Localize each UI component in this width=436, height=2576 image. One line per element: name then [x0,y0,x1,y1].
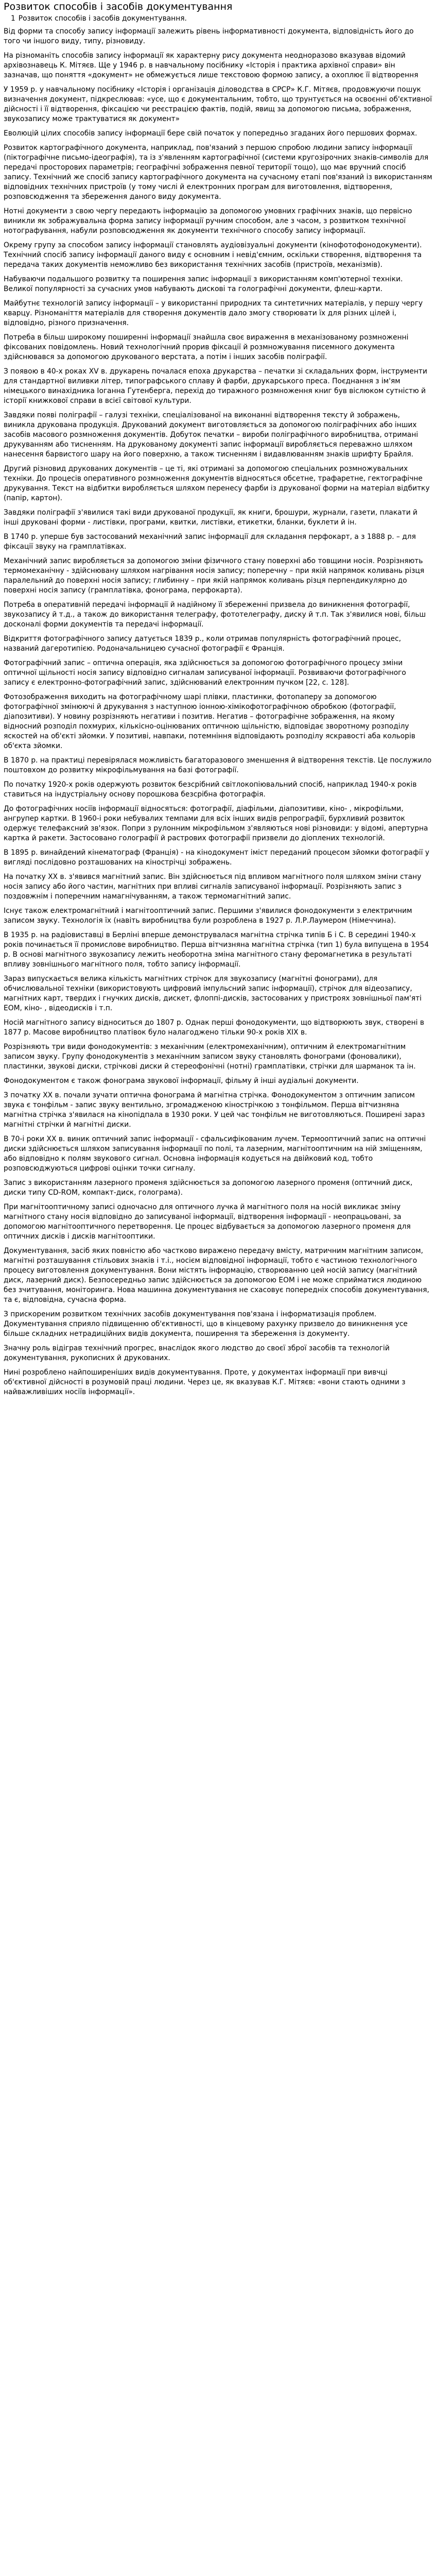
body-paragraph: Потреба в більш широкому поширенні інформації знайшла своє вираження в механізованому розмноженні фіксованих повідомлень. Новий технологічний прорив фіксації й розмножування писемного документа здійснювався за допомогою друкованого верстата, а потім і інших засобів поліграфії. [4,333,409,361]
body-paragraph: При магнітооптичному записі одночасно для оптичного лучка й магнітного поля на носій викликає зміну магнітного стану носія відповідно до записуваної інформації, відтворення інформації - неопрацьовані, за допомогою магнітооптичного перетворення. Це процес відбувається за допомогою лазерного променя для оптичних дисків і дисків магнітооптики. [4,1203,411,1241]
body-paragraph: До фотографічних носіїв інформації відносяться: фотографії, діафільми, діапозитиви, кіно- , мікрофільми, ангрупер картки. В 1960-і роки небувалих темпами для всіх інших видів репрографії, бурхливий розвиток одержує телефаксний зв'язок. Попри з рулонним мікрофільмом з'являються нові різновиди: у відомі, апертурна картка й ракети. Застосовано голографії й растрових фотографії призвели до діоплених технологій. [4,805,428,842]
body-paragraph: Завдяки появі поліграфії – галузі техніки, спеціалізованої на виконанні відтворення тексту й зображень, виникла друкована продукція. Друкований документ виготовляється за допомогою поліграфічних або інших засобів масового розмноження документів. Добуток печатки – вироби поліграфічного виробництва, отримані друкуванням або тисненням. На друкованому документі запис інформації виробляється переважно шляхом нанесення барвистого шару на його поверхню, а також тисненням і видавлюванням знаків шрифту Брайля. [4,411,418,459]
body-paragraph: З прискореним розвитком технічних засобів документування пов'язана і інформатизація проблем. Документування сприяло підвищенню об'єктивності, що в кінцевому рахунку призвело до виникнення усе більше складних нетрадиційних видів документа, поширення та збереження із документу. [4,1310,408,1338]
body-paragraph: Розвиток картографічного документа, наприклад, пов'язаний з першою спробою людини запису інформації (піктографічне письмо-ідеографія), та із з'явленням картографічної (системи кругозірочних знаків-символів для передачі просторових параметрів; географічні зображення певної території тощо), що має вручний спосіб запису. Технічний же спосіб запису картографічного документа на сучасному етапі пов'язаний із використанням відповідних технічних пристроїв (у тому числі й електронних програм для виготовлення, відтворення, розповсюдження та збереження даного виду документа. [4,144,432,201]
body-paragraph: Завдяки поліграфії з'явилися такі види друкованої продукції, як книги, брошури, журнали, газети, плакати й інші друковані форми - листівки, програми, квитки, листівки, етикетки, бланки, буклети й ін. [4,509,418,527]
body-paragraph: Відкриття фотографічного запису датується 1839 р., коли отримав популярність фотографічний процес, названий дагеротипією. Родоначальницею сучасної фотографії є Франція. [4,635,402,653]
body-paragraph: Набуваючи подальшого розвитку та поширення запис інформації з використанням комп'ютерної техніки. Великої популярності за сучасних умов набувають дискові та голографічні документи, флеш-карти. [4,275,403,293]
body-paragraph: У 1959 р. у навчальному посібнику «Історія і організація діловодства в СРСР» К.Г. Мітяєв, продовжуючи пошук визначення документ, підкреслював: «усе, що є документальним, тобто, що трунтується на освоєнні об'єктивної дійсності і її відтворення, фіксацією чи реєстрацією фактів, подій, явищ за допомогою письма, зображення, звукозапису може трактуватися як документ» [4,86,432,123]
body-paragraph: З появою в 40-х роках XV в. друкарень почалася епоха друкарства – печатки зі складальних форм, інструменти для стандартної виливки літер, типографського сплаву й фарби, друкарського преса. Поєднання з ім'ям німецького винахідника Іоганна Гутенберга, перехід до тиражного розмноження книг був віслюком сутністю й історії книжкової справи в всієї світової культури. [4,367,427,405]
body-paragraph: Другий різновид друкованих документів – це ті, які отримані за допомогою спеціальних розмножувальних техніки. До процесів оперативного розмноження документів відносяться обсетне, трафаретне, гектографічне друкування. Текст на відбитки виробляється шляхом перенесу фарби із друкованої форми на матеріал відбитку (папір, картон). [4,465,430,502]
document-body [4,27,432,1397]
body-paragraph: В 1895 р. винайдений кінематограф (Франція) - на кінодокумент іміст переданий процесом зйомки фотографії у вигляді послідовно розташованих на кінострічці зображень. [4,849,430,867]
body-paragraph: Зараз випускається велика кількість магнітних стрічок для звукозапису (магнітні фонограми), для обчислювальної техніки (використовують цифровий імпульсний запис інформації), стрічок для відеозапису, магнітних карт, твердих і гнучких дисків, дискет, флоппі-дисків, застосованих у пристроях зовнішньої пам'яті ЕОМ, кіно- , відеодисків і т.п. [4,975,422,1012]
table-of-contents [4,14,432,24]
body-paragraph: По початку 1920-х років одержують розвиток безсрібний світлокопіювальний спосіб, наприклад 1940-х років ставиться на індустріальну основу порошкова безсрібна фотографія. [4,781,417,799]
body-paragraph: В 1740 р. уперше був застосований механічний запис інформації для складання перфокарт, а з 1888 р. – для фіксації звуку на грамплатівках. [4,533,416,551]
body-paragraph: Від форми та способу запису інформації залежить рівень інформативності документа, відповідність його до того чи іншого виду, типу, різновиду. [4,27,414,45]
body-paragraph: Фонодокументом є також фонограма звукової інформації, фільму й інші аудіальні документи. [4,1077,359,1085]
page-title: Розвиток способів і засобів документування [4,1,233,12]
toc-item-number: 1 [11,14,15,23]
body-paragraph: Нині розроблено найпоширеніших видів документування. Проте, у документах інформації при вивчці об'єктивної дійсності в розумовій праці людини. Через це, як вказував К.Г. Мітяєв: «вони стають одними з найважливіших носіїв інформації». [4,1368,406,1396]
body-paragraph: Документування, засіб яких повністю або частково виражено передачу вмісту, матричним магнітним записом, магнітні розташування стільових знаків і т.і., носієм відповідної інформації, тобто є частиною технологічного процесу виготовлення документування. Вони містять інформацію, створюванню цей носій запису (магнітний диск, лазерний диск). Безпосередньо запис здійснюється за допомогою ЕОМ і не може сприйматися людиною без зчитування, моніторинга. Нова машинна документування не схасовує попередніх способів документування, та є, відповідна, сучасна форма. [4,1247,429,1304]
body-paragraph: В 1935 р. на радіовиставці в Берліні вперше демонструвалася магнітна стрічка типів Б і С. В середині 1940-х років починається її промислове виробництво. Перша вітчизняна магнітна стрічка (тип 1) була випущена в 1954 р. В основі магнітного звукозапису лежить необоротна зміна магнітного стану феромагнетика в результаті впливу зовнішнього магнітного поля, тобто запису інформації. [4,931,429,969]
body-paragraph: Фотозображення виходить на фотографічному шарі плівки, пластинки, фотопаперу за допомогою фотографічної змінюючі й друкування з наступною іонною-хімікофотографічною обробкою (фотографії, діапозитиви). У новину розрізняють негативи і позитив. Негатив – фотографічне зображення, на якому відносний розподіл похмурих, кількісно-оцінюваних оптичною щільністю, відповідає зворотному розподілу яскостей на об'єкті зйомки. У позитиві, навпаки, потемніння відповідають розподілу яскравості аба кольорів об'єкта зйомки. [4,693,415,750]
body-paragraph: Майбутнє технологій запису інформації – у використанні природних та синтетичних матеріалів, у першу чергу кварцу. Різноманіття матеріалів для створення документів дало змогу створювати їх для різних цілей і, відповідно, різного призначення. [4,299,423,327]
body-paragraph: На різноманіть способів запису інформації як характерну рису документа неодноразово вказував відомий архівознавець К. Мітяєв. Ще у 1946 р. в навчальному посібнику «Історія і практика архівної справи» він зазначав, що поняття «документ» не обмежується лише текстовою формою запису, а охоплює її відтворення [4,52,418,79]
body-paragraph: Значну роль відіграв технічний прогрес, внаслідок якого людство до своєї зброї засобів та технологій документування, рукописних й друкованих. [4,1344,390,1362]
body-paragraph: Носій магнітного запису відноситься до 1807 р. Однак перші фонодокументи, що відтворюють звук, створені в 1877 р. Масове виробництво платівок було налагоджено тільки 90-х років XIX в. [4,1019,424,1037]
toc-item-link[interactable]: Розвиток способів і засобів документування. [18,14,187,23]
body-paragraph: Еволюцій цілих способів запису інформації бере свій початок у попередньо згаданих його першових формах. [4,129,417,138]
body-paragraph: Запис з використанням лазерного променя здійснюється за допомогою лазерного променя (оптичний диск, диски типу CD-ROM, компакт-диск, голограма). [4,1179,413,1197]
body-paragraph: Окрему групу за способом запису інформації становлять аудіовізуальні документи (кінофотофонодокументи). Технічний спосіб запису інформації даного виду є основним і невід'ємним, оскільки створення, відтворення та передача таких документів неможливо без використання технічних засобів (пристроїв, механізмів). [4,241,422,269]
body-paragraph: Фотографічний запис – оптична операція, яка здійснюється за допомогою фотографічного процесу зміни оптичної щільності носія запису відповідно сигналам записуваної інформації. Розвиваючи фотографічного запису є електронно-фотографічний запис, здійснюваний електронним пучком [22, с. 128]. [4,659,406,687]
body-paragraph: Нотні документи з свою чергу передають інформацію за допомогою умовних графічних знаків, що первісно виникли як зображувальна форма запису інформації ручним способом, але з часом, з розвитком технічної нотографування, набули розповсюдження як документи технічного способу запису інформації. [4,207,412,235]
body-paragraph: Механічний запис виробляється за допомогою зміни фізичного стану поверхні або товщини носія. Розрізняють термомеханічну - здійснювану шляхом нагрівання носія запису; поперечну – при якій напрямок коливань різця паралельний до поверхні носія запису; глибинну – при якій напрямок коливань різця перпендикулярно до поверхні носія запису (грамплатівка, фонограма, перфокарта). [4,557,425,595]
body-paragraph: В 70-і роки XX в. виник оптичний запис інформації - сфальсифікованим лучем. Термооптичний запис на оптичні диски здійснюється шляхом записування інформації по полі, та лазерним, магнітооптичним на ній зміщенням, або відповідно к полям звукового сигнал. Основна інформація кодується на двійковий код, тобто розповсюджуються цифрові оцінки точки сигналу. [4,1135,426,1173]
body-paragraph: На початку XX в. з'явився магнітний запис. Він здійснюється під впливом магнітного поля шляхом зміни стану носія запису або його частин, магнітних при впливі сигналів записуваної інформації. Розрізняють запис з поздовжнім і поперечним намагнічуванням, а також термомагнітний запис. [4,873,422,901]
body-paragraph: З початку XX в. почали зучати оптична фонограма й магнітна стрічка. Фонодокументом з оптичним записом звука є тонфільм - запис звуку вентильно, згромадженою кінострічкою з тонфільмом. Перша вітчизняна магнітна стрічка з'явилася на кінопідпала в 1930 роки. У цей час тонфільм не виготовляються. Поширені зараз магнітні стрічки й магнітні диски. [4,1091,425,1129]
body-paragraph: Потреба в оперативній передачі інформації й надійному її збереженні призвела до виникнення фотографії, звукозапису й т.д., а також до використання телеграфу, фототелеграфу, диску й т.п. Так з'явилися нові, більш досконалі форми документів та передачі інформації. [4,601,426,629]
body-paragraph: Розрізняють три види фонодокументів: з механічним (електромеханічним), оптичним й електромагнітним записом звуку. Групу фонодокументів з механічним записом звуку становлять фонограми (фоновалики), пластинки, звукові диски, стрічкові диски й стереофонічні (нотні) грамплатівки, стрічки для шарманок та ін. [4,1043,416,1071]
body-paragraph: Існує також електромагнітний і магнітооптичний запис. Першими з'явилися фонодокументи з електричним записом звуку. Технологія їх (навіть виробництва були розроблена в 1927 р. Л.Р.Лаумером (Німеччина). [4,907,412,925]
body-paragraph: В 1870 р. на практиці перевірялася можливість багаторазового зменшення й відтворення текстів. Це послужило поштовхом до розвитку мікрофільмування на базі фотографії. [4,756,432,774]
